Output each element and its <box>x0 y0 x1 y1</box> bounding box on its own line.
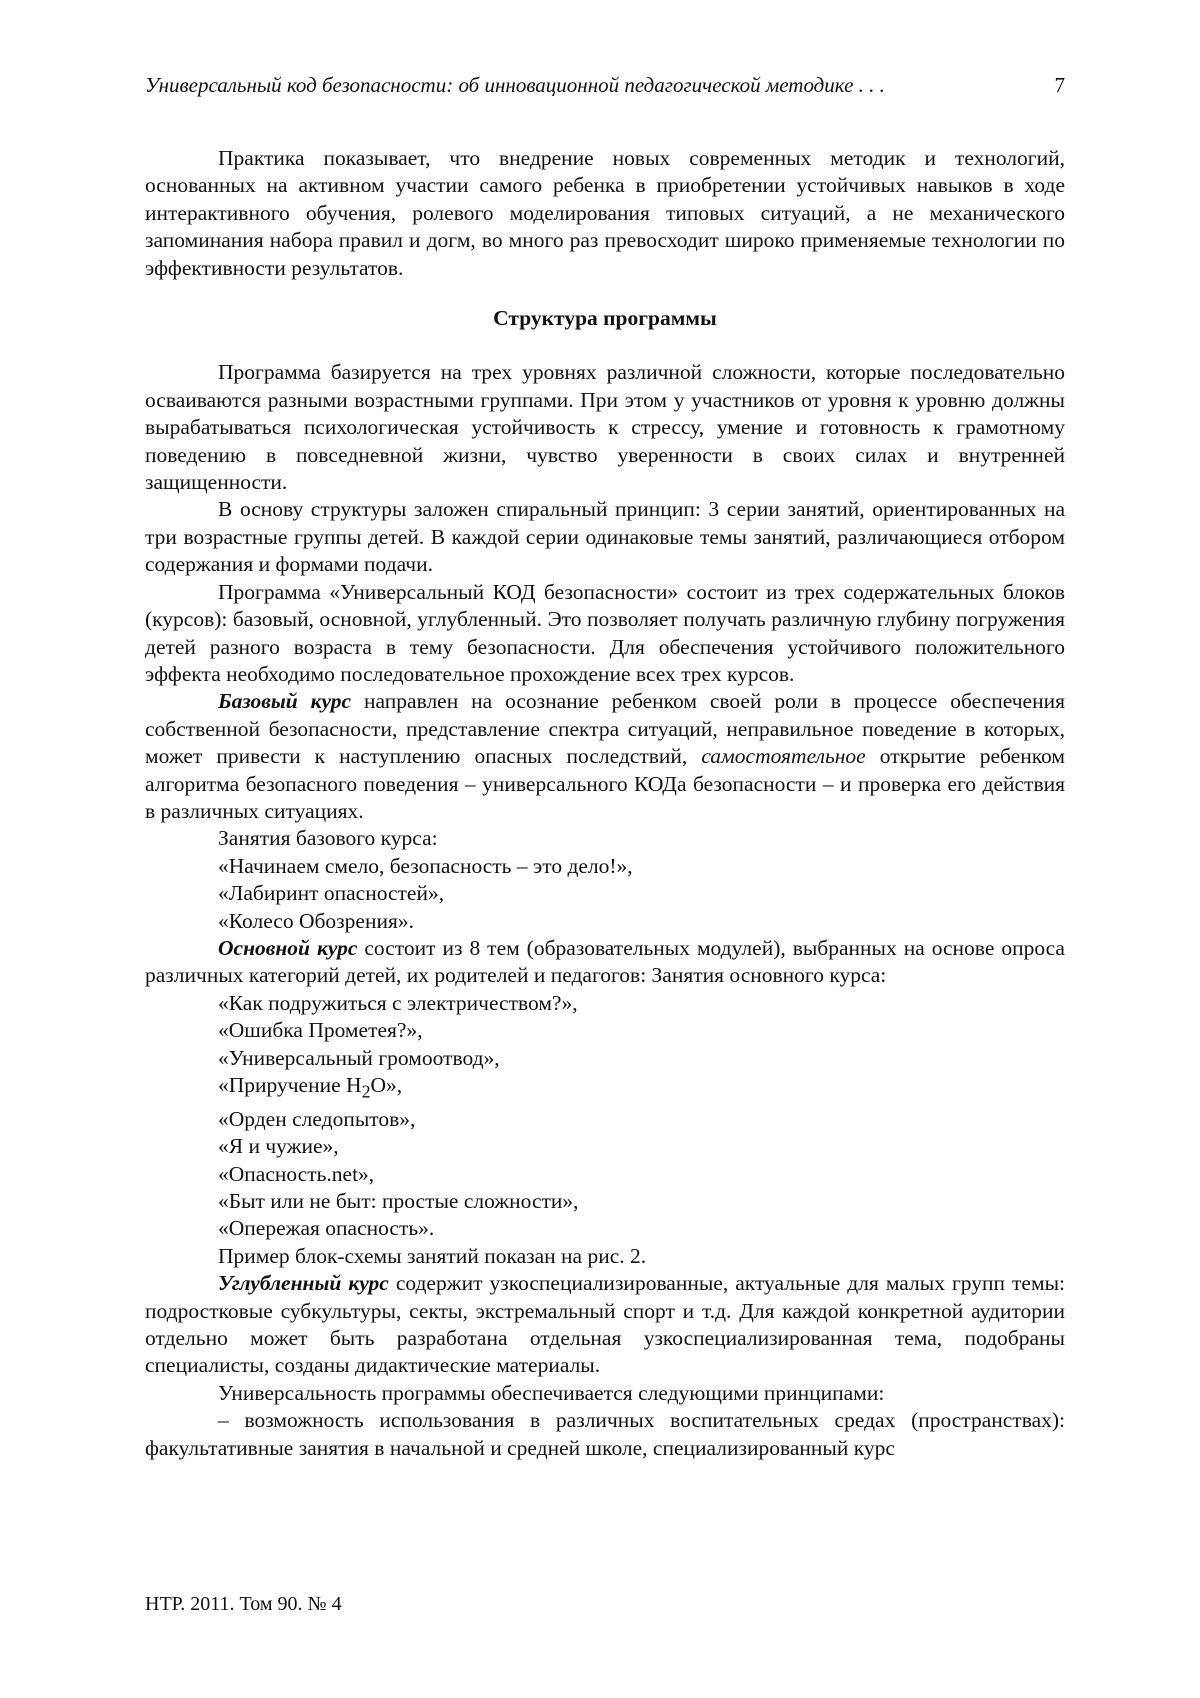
deep-course-term: Углубленный курс <box>218 1271 389 1296</box>
paragraph-blocks: Программа «Универсальный КОД безопасности» состоит из трех содержательных блоков (курсов): базовый, основной, углубленный. Это позволяет получать различную глубину погружения детей разного возраста в тему безопасности. Для обеспечения устойчивого положительного эффекта необходимо последовательное прохождение всех трех курсов. <box>145 579 1065 686</box>
basic-list-item: «Колесо Обозрения». <box>218 908 414 933</box>
running-header-title: Универсальный код безопасности: об инновационной педагогической методике . . . <box>145 73 885 97</box>
basic-course-term: Базовый курс <box>218 689 352 714</box>
page-number: 7 <box>1054 73 1065 97</box>
h2o-suffix: O», <box>370 1073 403 1097</box>
journal-footer: НТР. 2011. Том 90. № 4 <box>145 1593 342 1615</box>
basic-course-text-b: открытие ребенком алгоритма безопасного поведения – универсального КОДа безопасности – и проверка его действия в различных ситуациях. <box>145 744 1065 823</box>
figure-reference: Пример блок-схемы занятий показан на рис. 2. <box>218 1243 647 1268</box>
paragraph-deep-course <box>145 1270 1065 1380</box>
main-list-item: «Быт или не быт: простые сложности», <box>218 1188 579 1213</box>
main-list-item: «Орден следопытов», <box>218 1106 416 1131</box>
running-header <box>145 70 1075 100</box>
main-list-item: «Ошибка Прометея?», <box>218 1018 423 1043</box>
paragraph-levels: Программа базируется на трех уровнях различной сложности, которые последовательно осваиваются разными возрастными группами. При этом у участников от уровня к уровню должны вырабатываться психологическая устойчивость к стрессу, умение и готовность к грамотному поведению в повседневной жизни, чувство уверенности в своих силах и внутренней защищенности. <box>145 360 1065 495</box>
main-list-item-h2o <box>145 1072 1065 1106</box>
paragraph-basic-course <box>145 688 1065 825</box>
h2o-prefix: «Приручение H <box>218 1073 362 1097</box>
main-list-item: «Опасность.net», <box>218 1161 375 1186</box>
intro-paragraph: Практика показывает, что внедрение новых современных методик и технологий, основанных на активном участии самого ребенка в приобретении устойчивых навыков в ходе интерактивного обучения, ролевого моделирования типовых ситуаций, а не механического запоминания набора правил и догм, во много раз превосходит широко применяемые технологии по эффективности результатов. <box>145 146 1065 280</box>
paragraph-principle-1: – возможность использования в различных воспитательных средах (пространствах): факультативные занятия в начальной и средней школе, специализированный курс <box>145 1408 1065 1460</box>
basic-course-text-a: направлен на осознание ребенком своей роли в процессе обеспечения собственной безопасности, представление спектра ситуаций, неправильное поведение в которых, может привести к наступлению опасных последствий, <box>145 689 1065 769</box>
deep-course-text: содержит узкоспециализированные, актуальные для малых групп темы: подростковые субкультуры, секты, экстремальный спорт и т.д. Для каждой конкретной аудитории отдельно может быть разработана отдельная узкоспециализированная тема, подобраны специалисты, созданы дидактические материалы. <box>145 1271 1065 1378</box>
paragraph-main-course <box>145 935 1065 990</box>
basic-list-intro: Занятия базового курса: <box>218 826 438 851</box>
article-body <box>145 145 1065 1462</box>
main-list-item: «Опережая опасность». <box>218 1216 435 1241</box>
main-course-text: состоит из 8 тем (образовательных модулей), выбранных на основе опроса различных категорий детей, их родителей и педагогов: Занятия основного курса: <box>145 935 1065 988</box>
paragraph-spiral: В основу структуры заложен спиральный принцип: 3 серии занятий, ориентированных на три возрастные группы детей. В каждой серии одинаковые темы занятий, различающиеся отбором содержания и формами подачи. <box>145 497 1065 577</box>
main-list-item: «Я и чужие», <box>218 1134 339 1159</box>
paragraph-universality: Универсальность программы обеспечивается следующими принципами: <box>218 1380 885 1405</box>
main-list-item: «Универсальный громоотвод», <box>218 1045 500 1070</box>
basic-list-item: «Лабиринт опасностей», <box>218 881 445 906</box>
section-heading: Структура программы <box>493 306 717 331</box>
basic-course-italic: самостоятельное <box>701 744 866 769</box>
h2o-subscript: 2 <box>361 1081 371 1102</box>
main-course-term: Основной курс <box>218 935 358 960</box>
basic-list-item: «Начинаем смело, безопасность – это дело!», <box>218 853 633 878</box>
main-list-item: «Как подружиться с электричеством?», <box>218 990 578 1015</box>
